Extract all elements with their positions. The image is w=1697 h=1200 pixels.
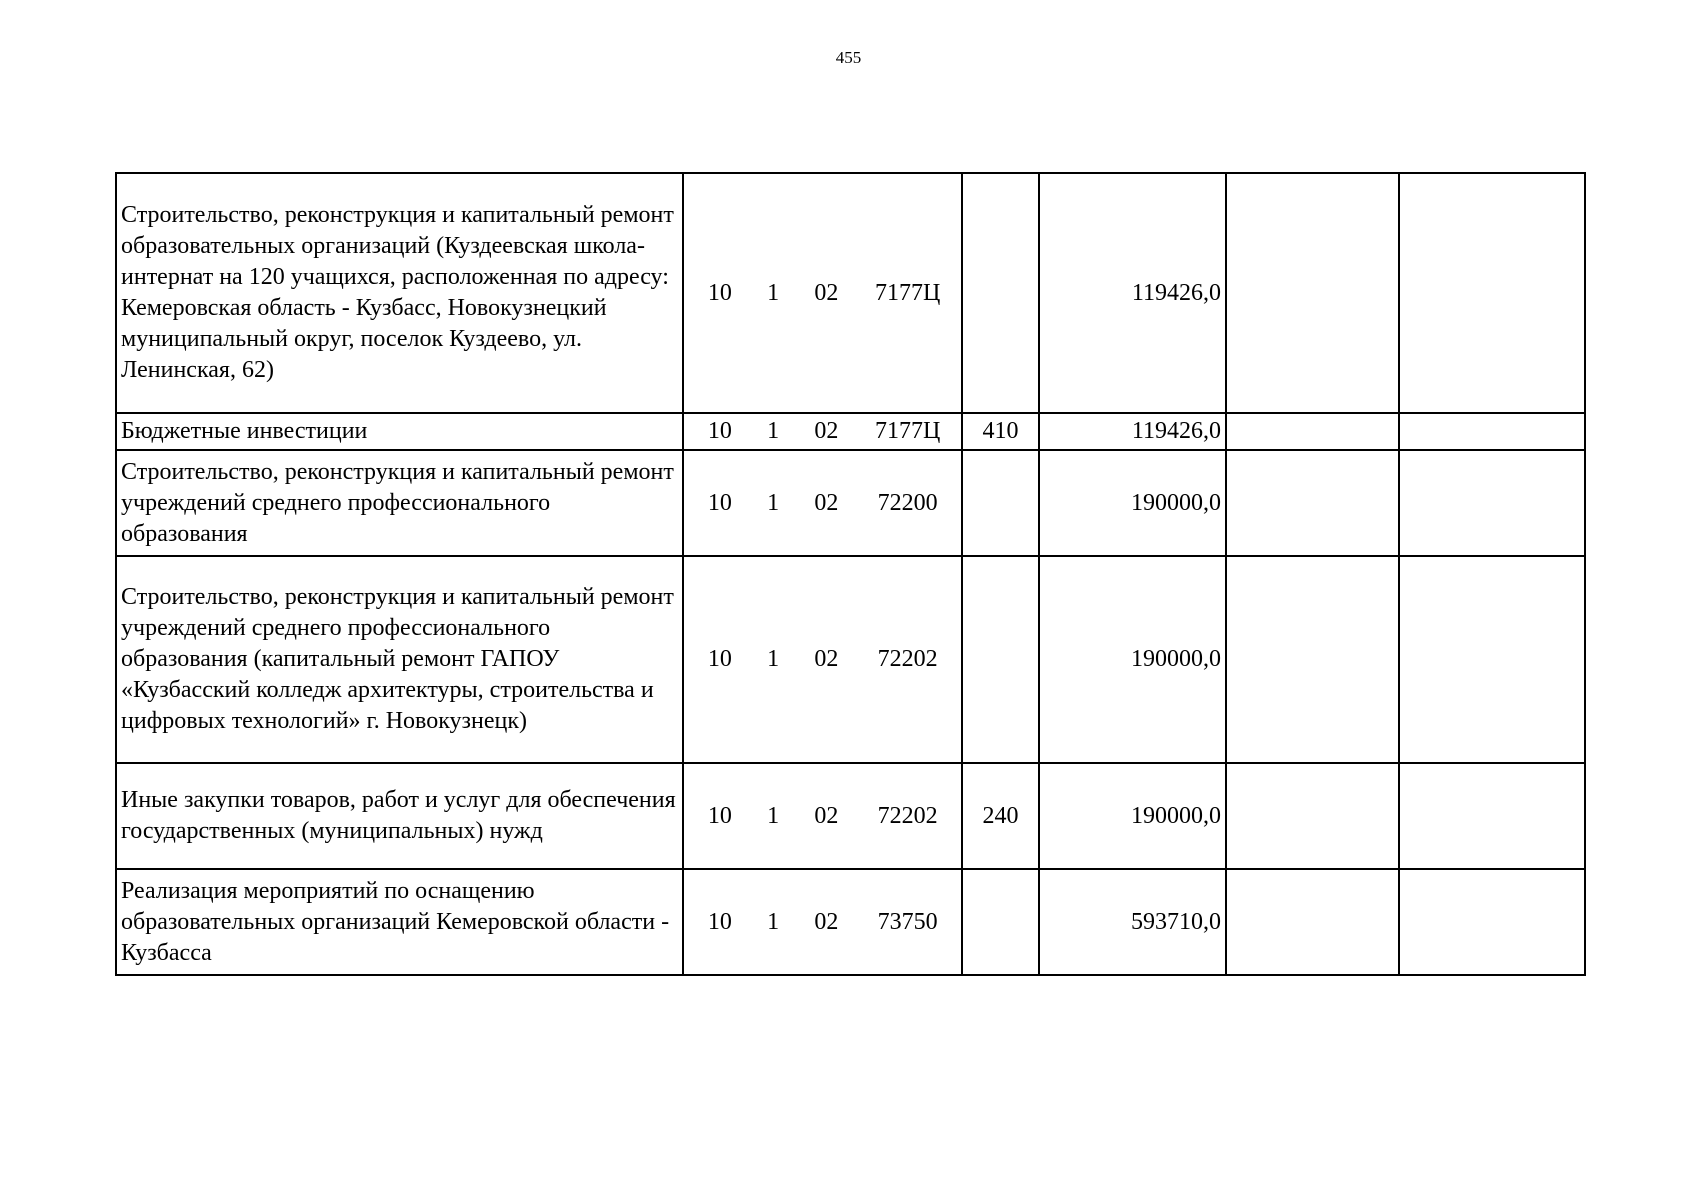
code-cell [683, 869, 962, 975]
expense-type-cell [962, 556, 1039, 763]
amount-cell: 119426,0 [1039, 413, 1226, 450]
empty-cell [1399, 413, 1585, 450]
code-program: 1 [767, 279, 780, 306]
empty-cell [1226, 869, 1399, 975]
expense-type-cell [962, 869, 1039, 975]
expense-type-cell: 410 [962, 413, 1039, 450]
code-section: 10 [707, 418, 732, 444]
code-program: 1 [767, 489, 780, 516]
table-row [116, 556, 1585, 763]
code-cell [683, 173, 962, 413]
amount-cell: 119426,0 [1039, 173, 1226, 413]
row-name-cell: Бюджетные инвестиции [116, 413, 683, 450]
expense-type-cell: 240 [962, 763, 1039, 869]
empty-cell [1226, 556, 1399, 763]
code-section: 10 [707, 279, 732, 306]
code-direction: 73750 [877, 908, 938, 935]
code-program: 1 [767, 908, 780, 935]
code-direction: 72202 [877, 802, 938, 829]
table-row [116, 173, 1585, 413]
expense-type-cell [962, 450, 1039, 556]
code-program: 1 [767, 418, 780, 444]
code-cell [683, 556, 962, 763]
code-cell [683, 450, 962, 556]
code-cell [683, 763, 962, 869]
code-subprogram: 02 [814, 279, 839, 306]
code-section: 10 [707, 646, 732, 672]
amount-cell: 190000,0 [1039, 450, 1226, 556]
code-section: 10 [707, 489, 732, 516]
code-subprogram: 02 [814, 418, 839, 444]
empty-cell [1399, 556, 1585, 763]
table-row [116, 413, 1585, 450]
expense-type-cell [962, 173, 1039, 413]
code-direction: 7177Ц [874, 418, 941, 444]
table-row [116, 763, 1585, 869]
empty-cell [1399, 450, 1585, 556]
table-row [116, 869, 1585, 975]
code-program: 1 [767, 802, 780, 829]
empty-cell [1399, 763, 1585, 869]
table-row [116, 450, 1585, 556]
code-section: 10 [707, 908, 732, 935]
page-number: 455 [835, 48, 862, 67]
row-name-cell: Иные закупки товаров, работ и услуг для обеспечения государственных (муниципальных) нужд [116, 763, 683, 869]
code-subprogram: 02 [814, 646, 839, 672]
empty-cell [1226, 413, 1399, 450]
row-name-cell: Реализация мероприятий по оснащению образовательных организаций Кемеровской области - Кузбасса [116, 869, 683, 975]
amount-cell: 190000,0 [1039, 763, 1226, 869]
empty-cell [1226, 763, 1399, 869]
code-direction: 7177Ц [874, 279, 941, 306]
code-cell [683, 413, 962, 450]
empty-cell [1226, 450, 1399, 556]
code-subprogram: 02 [814, 908, 839, 935]
amount-cell: 593710,0 [1039, 869, 1226, 975]
code-subprogram: 02 [814, 802, 839, 829]
empty-cell [1399, 869, 1585, 975]
empty-cell [1399, 173, 1585, 413]
row-name-cell: Строительство, реконструкция и капитальный ремонт учреждений среднего профессионального образования (капитальный ремонт ГАПОУ «Кузбасский колледж архитектуры, строительства и цифровых технологий» г. Новокузнецк) [116, 556, 683, 763]
code-section: 10 [707, 802, 732, 829]
code-program: 1 [767, 646, 780, 672]
budget-table [115, 172, 1586, 976]
code-direction: 72202 [877, 646, 938, 672]
row-name-cell: Строительство, реконструкция и капитальный ремонт образовательных организаций (Куздеевская школа-интернат на 120 учащихся, расположенная по адресу: Кемеровская область - Кузбасс, Новокузнецкий муниципальный округ, поселок Куздеево, ул. Ленинская, 62) [116, 173, 683, 413]
amount-cell: 190000,0 [1039, 556, 1226, 763]
empty-cell [1226, 173, 1399, 413]
code-direction: 72200 [877, 489, 938, 516]
row-name-cell: Строительство, реконструкция и капитальный ремонт учреждений среднего профессионального образования [116, 450, 683, 556]
code-subprogram: 02 [814, 489, 839, 516]
